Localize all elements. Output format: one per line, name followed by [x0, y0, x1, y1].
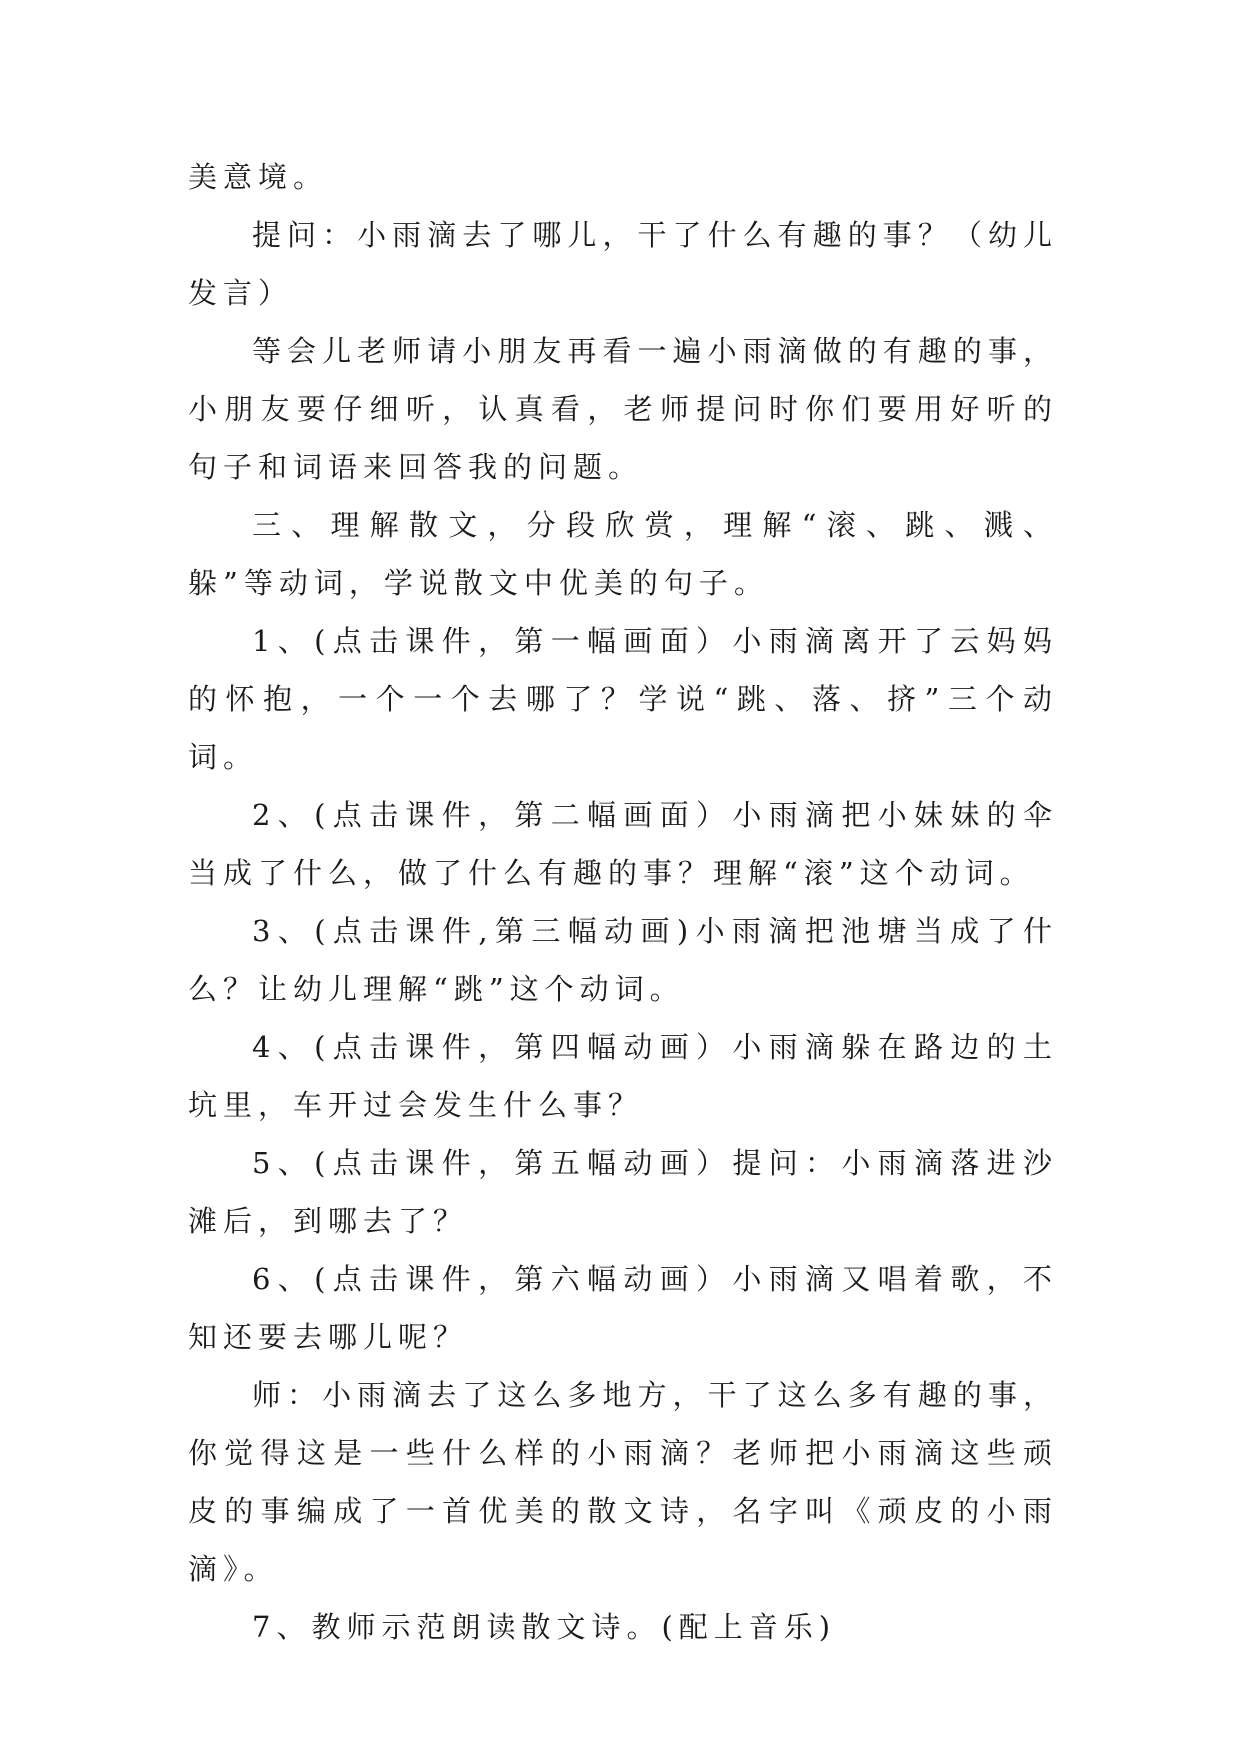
paragraph-continuation: 美意境。	[188, 160, 329, 194]
paragraph-step-7: 7、教师示范朗读散文诗。(配上音乐)	[252, 1610, 837, 1644]
paragraph-teacher: 师：小雨滴去了这么多地方，干了这么多有趣的事，你觉得这是一些什么样的小雨滴？老师把小雨滴这些顽皮的事编成了一首优美的散文诗，名字叫《顽皮的小雨滴》。	[188, 1378, 1058, 1586]
paragraph-step-3: 3、(点击课件,第三幅动画)小雨滴把池塘当成了什么？让幼儿理解“跳”这个动词。	[188, 914, 1058, 1006]
paragraph-section-three: 三、理解散文，分段欣赏，理解“滚、跳、溅、躲”等动词，学说散文中优美的句子。	[188, 508, 1058, 600]
paragraph-step-6: 6、(点击课件，第六幅动画）小雨滴又唱着歌，不知还要去哪儿呢？	[188, 1262, 1058, 1354]
paragraph-step-4: 4、(点击课件，第四幅动画）小雨滴躲在路边的土坑里，车开过会发生什么事？	[188, 1030, 1058, 1122]
paragraph-step-1: 1、(点击课件，第一幅画面）小雨滴离开了云妈妈的怀抱，一个一个去哪了？学说“跳、落、挤”三个动词。	[188, 624, 1058, 774]
paragraph-question: 提问：小雨滴去了哪儿，干了什么有趣的事？（幼儿发言）	[188, 218, 1058, 310]
paragraph-instruction: 等会儿老师请小朋友再看一遍小雨滴做的有趣的事，小朋友要仔细听，认真看，老师提问时你们要用好听的句子和词语来回答我的问题。	[188, 334, 1058, 484]
paragraph-step-5: 5、(点击课件，第五幅动画）提问：小雨滴落进沙滩后，到哪去了？	[188, 1146, 1058, 1238]
paragraph-step-2: 2、(点击课件，第二幅画面）小雨滴把小妹妹的伞当成了什么，做了什么有趣的事？理解“滚”这个动词。	[188, 798, 1058, 890]
document-page	[188, 148, 1058, 1656]
